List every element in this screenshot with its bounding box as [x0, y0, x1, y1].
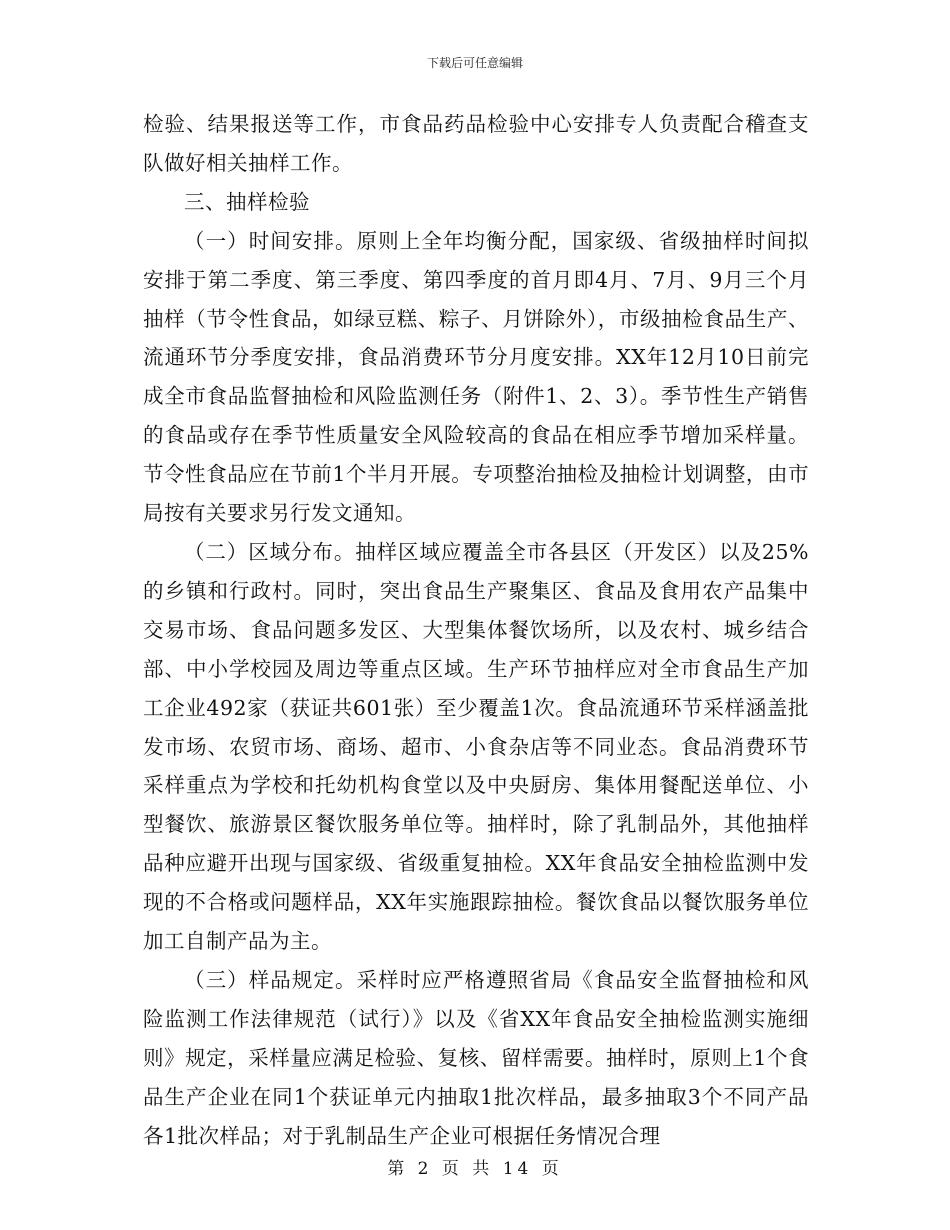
paragraph-continuation: 检验、结果报送等工作，市食品药品检验中心安排专人负责配合稽查支队做好相关抽样工作。	[143, 112, 809, 175]
paragraph-region-distribution: （二）区域分布。抽样区域应覆盖全市各县区（开发区）以及25%的乡镇和行政村。同时，突出食品生产聚集区、食品及食用农产品集中交易市场、食品问题多发区、大型集体餐饮场所，以及农村、城乡结合部、中小学校园及周边等重点区域。生产环节抽样应对全市食品生产加工企业492家（获证共601张）至少覆盖1次。食品流通环节采样涵盖批发市场、农贸市场、商场、超市、小食杂店等不同业态。食品消费环节采样重点为学校和托幼机构食堂以及中央厨房、集体用餐配送单位、小型餐饮、旅游景区餐饮服务单位等。抽样时，除了乳制品外，其他抽样品种应避开出现与国家级、省级重复抽检。XX年食品安全抽检监测中发现的不合格或问题样品，XX年实施跟踪抽检。餐饮食品以餐饮服务单位加工自制产品为主。	[143, 539, 809, 954]
page-number: 第 2 页 共 14 页	[387, 1159, 563, 1179]
document-body	[143, 105, 809, 1155]
section-heading-sampling: 三、抽样检验	[184, 189, 310, 214]
page-header: 下载后可任意编辑	[426, 56, 523, 70]
paragraph-time-arrangement: （一）时间安排。原则上全年均衡分配，国家级、省级抽样时间拟安排于第二季度、第三季度、第四季度的首月即4月、7月、9月三个月抽样（节令性食品，如绿豆糕、粽子、月饼除外），市级抽检食品生产、流通环节分季度安排，食品消费环节分月度安排。XX年12月10日前完成全市食品监督抽检和风险监测任务（附件1、2、3）。季节性生产销售的食品或存在季节性质量安全风险较高的食品在相应季节增加采样量。节令性食品应在节前1个半月开展。专项整治抽检及抽检计划调整，由市局按有关要求另行发文通知。	[143, 228, 809, 526]
paragraph-sample-rules: （三）样品规定。采样时应严格遵照省局《食品安全监督抽检和风险监测工作法律规范（试行）》以及《省XX年食品安全抽检监测实施细则》规定，采样量应满足检验、复核、留样需要。抽样时，原则上1个食品生产企业在同1个获证单元内抽取1批次样品，最多抽取3个不同产品各1批次样品；对于乳制品生产企业可根据任务情况合理	[143, 967, 809, 1148]
